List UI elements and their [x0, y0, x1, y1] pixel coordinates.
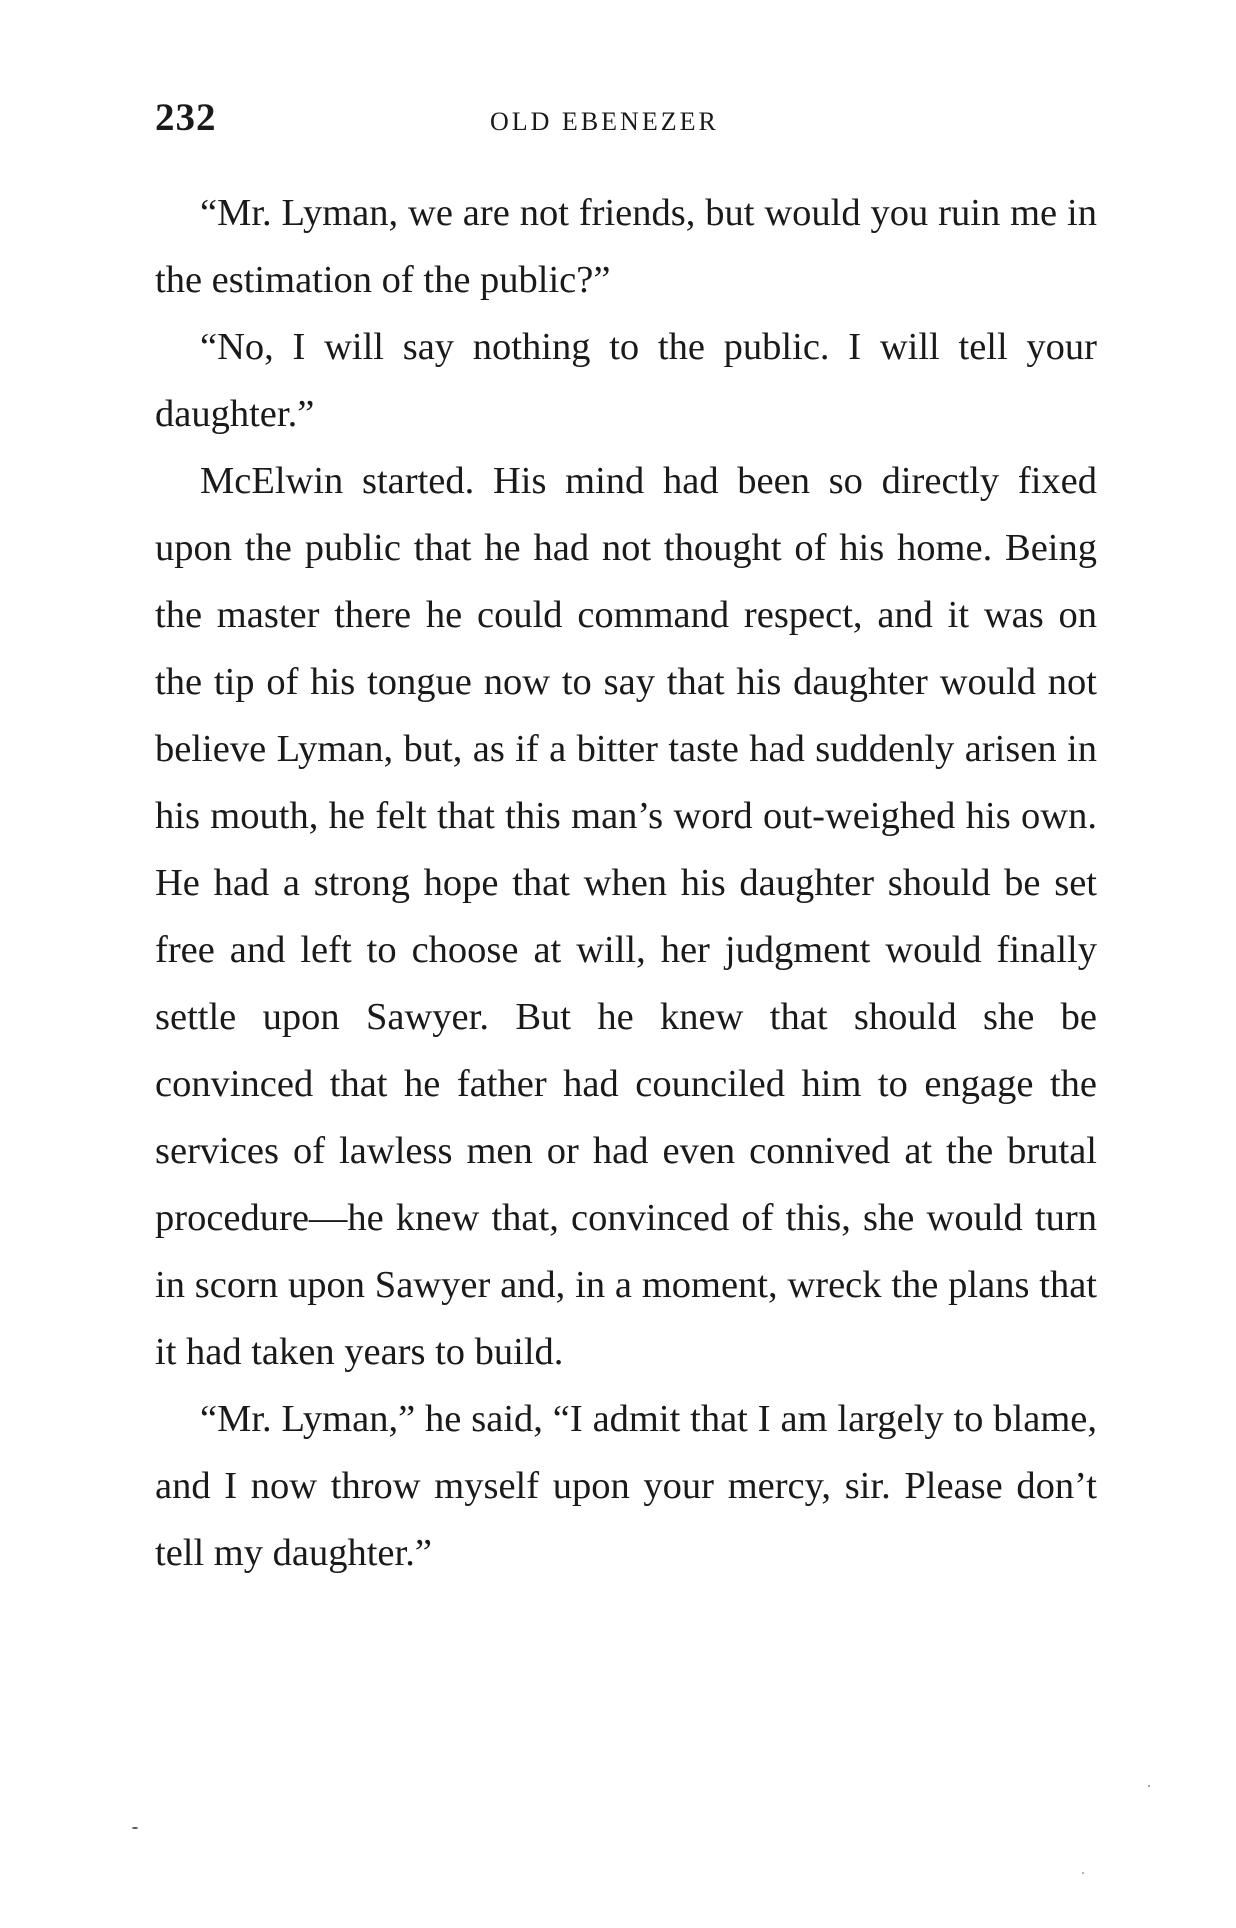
text-body	[155, 180, 1097, 1587]
paragraph-2: “No, I will say nothing to the public. I will tell your daughter.”	[155, 326, 1097, 435]
paragraph-1: “Mr. Lyman, we are not friends, but would you ruin me in the estimation of the public?”	[155, 192, 1097, 301]
scan-speck	[1082, 1872, 1084, 1874]
page-number: 232	[155, 96, 217, 139]
scan-speck	[132, 1827, 138, 1829]
paragraph-4: “Mr. Lyman,” he said, “I admit that I am largely to blame, and I now throw myself upon your mercy, sir. Please don’t tell my daughter.”	[155, 1398, 1097, 1574]
running-head: OLD EBENEZER	[490, 107, 719, 136]
paragraph-3: McElwin started. His mind had been so directly fixed upon the public that he had not thought of his home. Being the master there he could command respect, and it was on the tip of his tongue now to say that his daughter would not believe Lyman, but, as if a bitter taste had suddenly arisen in his mouth, he felt that this man’s word out-weighed his own. He had a strong hope that when his daughter should be set free and left to choose at will, her judgment would finally settle upon Sawyer. But he knew that should she be convinced that he father had counciled him to engage the services of lawless men or had even connived at the brutal procedure—he knew that, convinced of this, she would turn in scorn upon Sawyer and, in a moment, wreck the plans that it had taken years to build.	[155, 460, 1097, 1373]
page-header	[155, 95, 1097, 145]
scan-speck	[1148, 1785, 1150, 1787]
